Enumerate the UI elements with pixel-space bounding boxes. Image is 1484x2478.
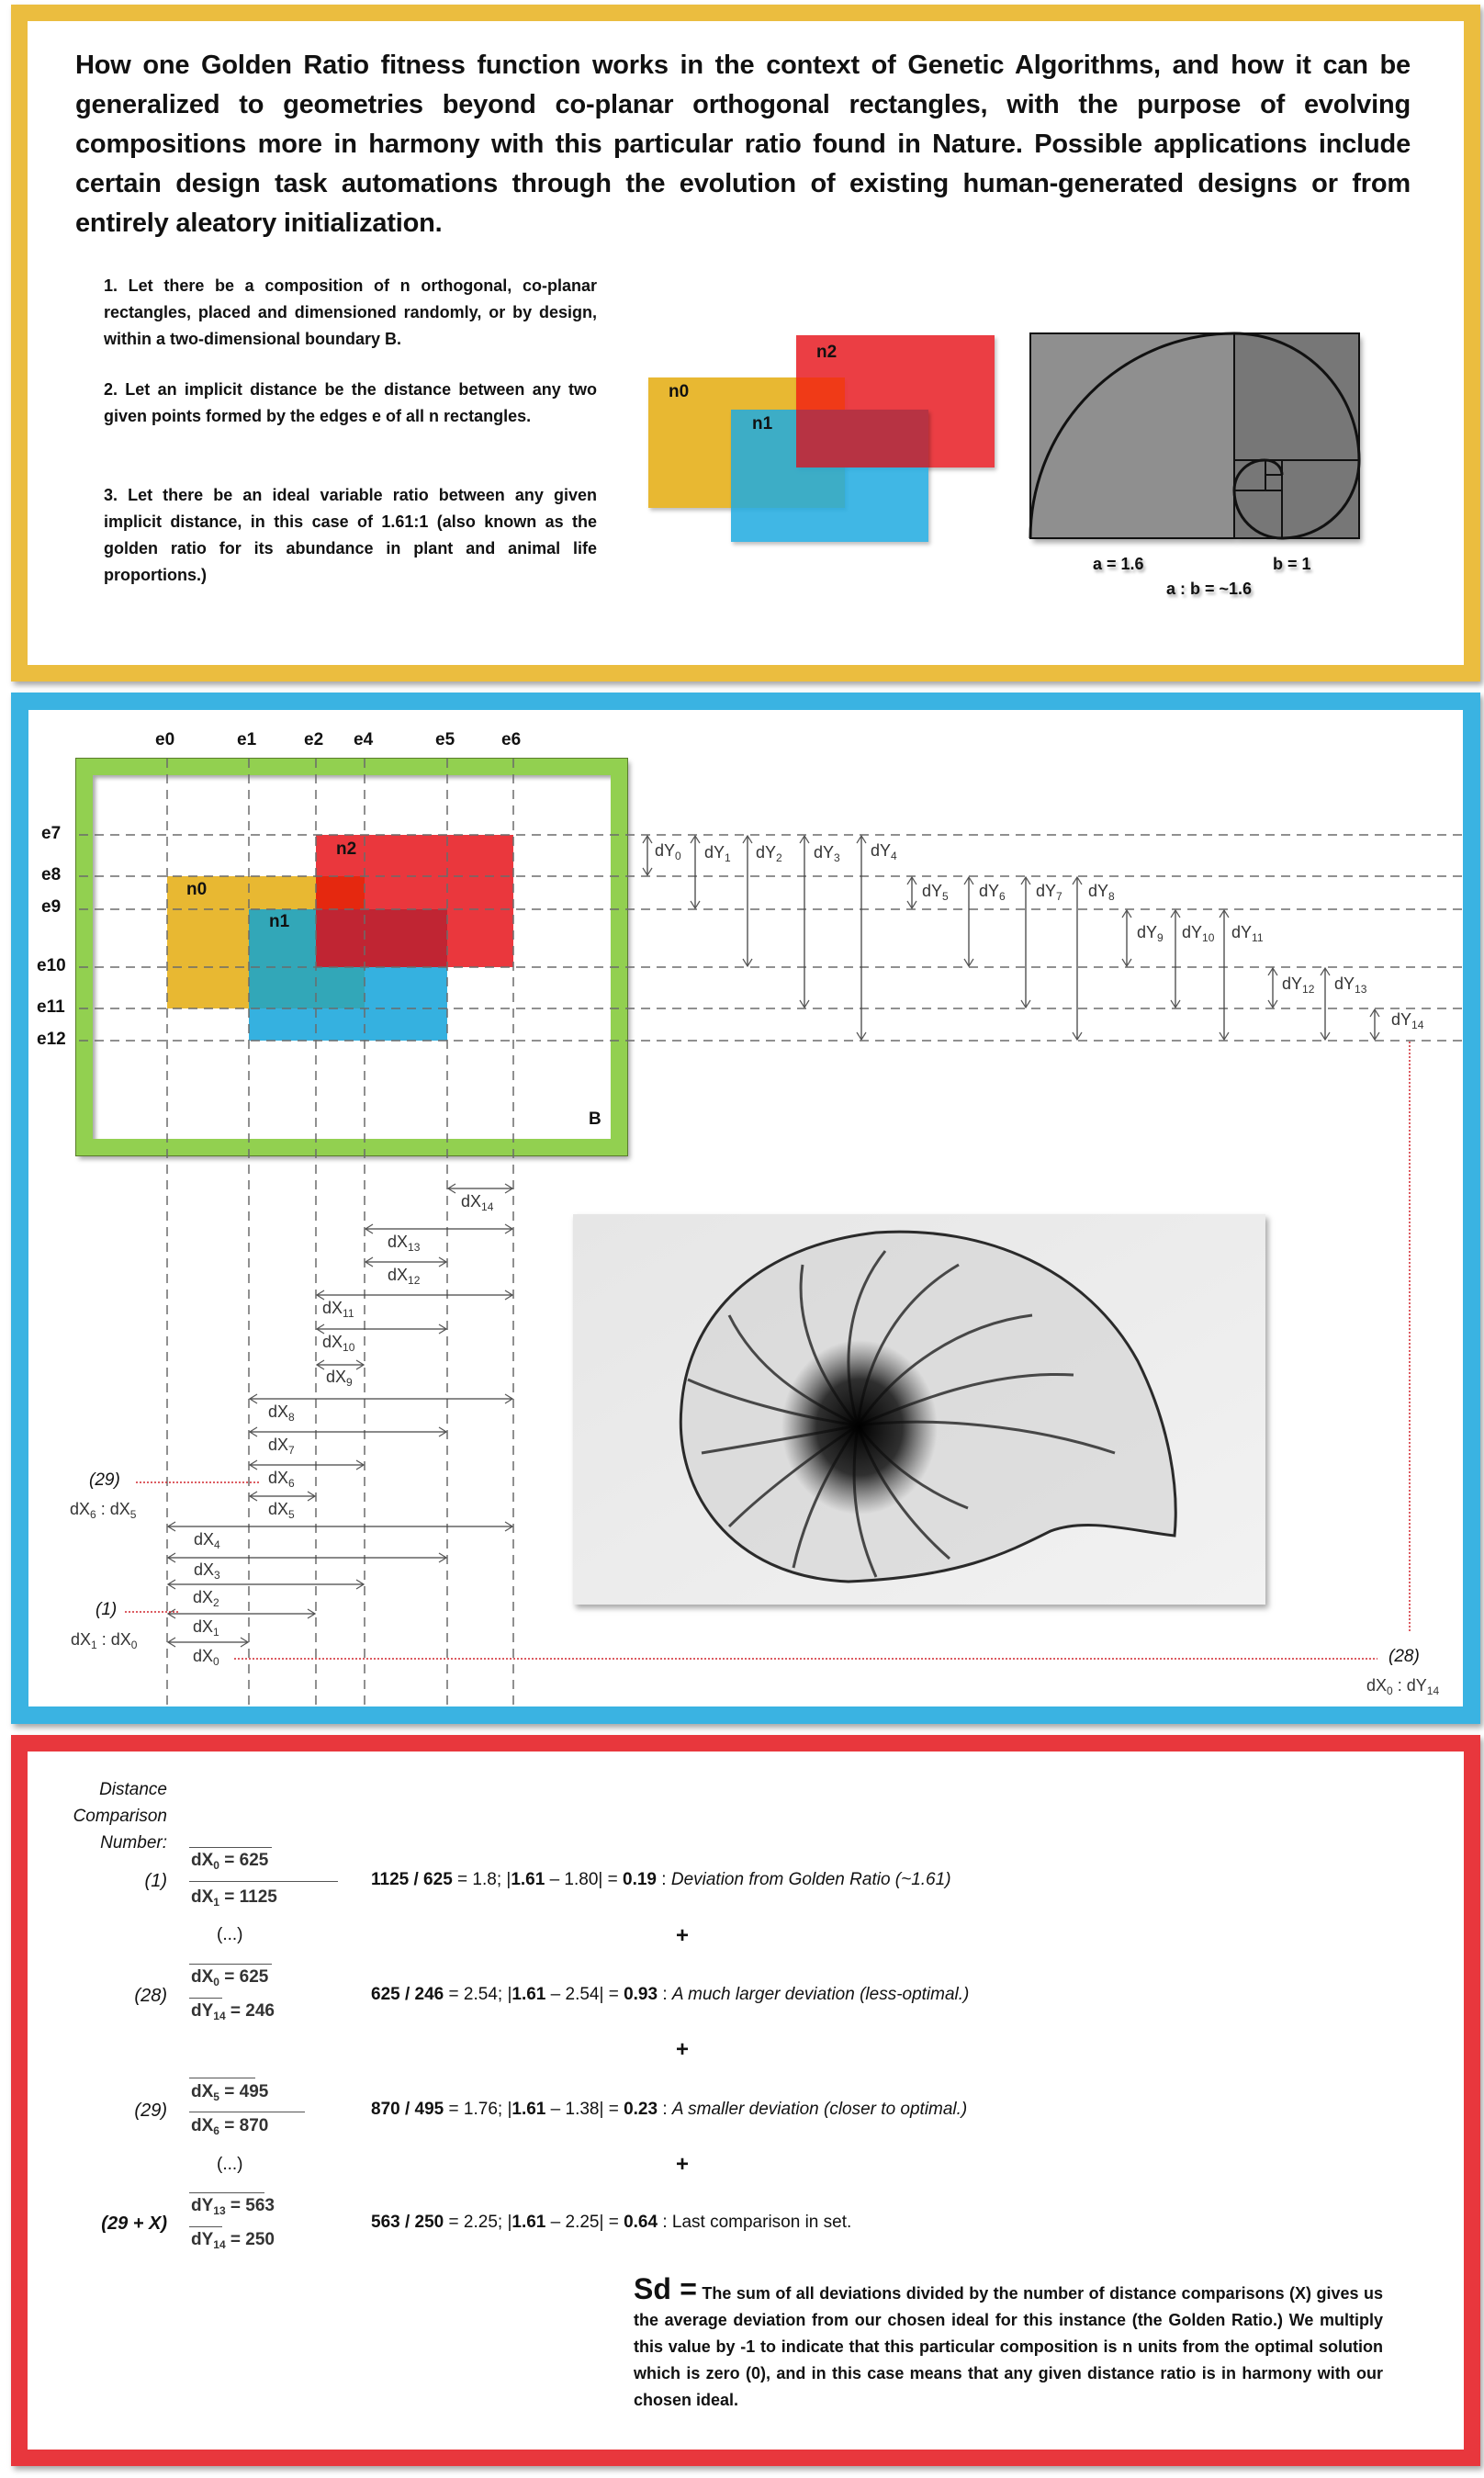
dX0-label: $dX_0$	[193, 1647, 219, 1668]
page-title: How one Golden Ratio fitness function works in the context of Genetic Algorithms, and how it can be generalized to geometries beyond co-planar orthogonal rectangles, with the purpose of evolving compositions more in harmony with this particular ratio found in Nature. Possible applications include certain design task automations through the evolution of existing human-generated designs or from entirely aleatory initialization.	[75, 51, 1411, 238]
dY9-label: $dY_9$	[1137, 923, 1164, 944]
dX8-label: $dX_8$	[268, 1402, 295, 1424]
ellipsis-1: (...)	[217, 1925, 243, 1944]
edge-label-e4: e4	[354, 730, 374, 749]
ref-1-number: (1)	[96, 1600, 118, 1619]
ref-1-ratio: $dX_1$ : $dX_0$	[71, 1630, 138, 1651]
fraction-line	[189, 1881, 338, 1882]
ref-28-number: (28)	[1388, 1647, 1420, 1666]
premise-3: 3. Let there be an ideal variable ratio between any given implicit distance, in this case of 1.61:1 (also known as the golden ratio for its abundance in plant and animal life proportions.)	[104, 486, 597, 584]
edge-label-e10: e10	[37, 956, 66, 975]
comparison-number-1: (1)	[144, 1871, 167, 1891]
comparison-header-line-3: Number:	[100, 1833, 167, 1853]
comparison-equation-1: 1125 / 625 = 1.8; |1.61 – 1.80| = 0.19 : Deviation from Golden Ratio (~1.61)	[371, 1870, 951, 1889]
comparison-equation-29: 870 / 495 = 1.76; |1.61 – 1.38| = 0.23 : A smaller deviation (closer to optimal.)	[371, 2100, 968, 2119]
dY6-label: $dY_6$	[979, 882, 1006, 903]
dY4-label: $dY_4$	[871, 841, 897, 862]
fraction-overline	[189, 1964, 272, 1965]
edge-label-e8: e8	[41, 865, 62, 884]
dX10-label: $dX_{10}$	[322, 1333, 355, 1354]
label-n0: n0	[186, 880, 208, 899]
comparison-number-29-plus-x: (29 + X)	[101, 2213, 167, 2234]
dY8-label: $dY_8$	[1088, 882, 1115, 903]
dX5-label: $dX_5$	[268, 1500, 295, 1521]
comparison-number-28: (28)	[134, 1986, 167, 2006]
label-n1: n1	[752, 414, 773, 434]
fraction-top: $dX_5 = 495$	[191, 2082, 269, 2103]
dY11-label: $dY_{11}$	[1231, 923, 1264, 944]
dX4-label: $dX_4$	[194, 1530, 220, 1551]
edge-label-e1: e1	[237, 730, 257, 749]
fraction-line	[189, 2226, 222, 2227]
comparison-equation-29-plus-x: 563 / 250 = 2.25; |1.61 – 2.25| = 0.64 : Last comparison in set.	[371, 2213, 852, 2232]
plus-sign-2: +	[676, 2037, 690, 2062]
sd-definition	[634, 2272, 1384, 2414]
dX9-label: $dX_9$	[326, 1368, 353, 1389]
fraction-line	[189, 1998, 222, 1999]
label-n1: n1	[269, 912, 290, 931]
ellipsis-2: (...)	[217, 2155, 243, 2174]
dX3-label: $dX_3$	[194, 1560, 220, 1582]
dX12-label: $dX_{12}$	[388, 1266, 421, 1287]
edge-label-e6: e6	[501, 730, 522, 749]
dX14-label: $dX_{14}$	[461, 1192, 494, 1213]
golden-b-label: b = 1	[1273, 555, 1311, 573]
dX13-label: $dX_{13}$	[388, 1233, 421, 1254]
dY5-label: $dY_5$	[922, 882, 949, 903]
dX11-label: $dX_{11}$	[322, 1299, 354, 1320]
plus-sign-1: +	[676, 1923, 690, 1948]
edge-label-e12: e12	[37, 1030, 66, 1049]
sd-text: The sum of all deviations divided by the number of distance comparisons (X) gives us the average deviation from our chosen ideal for this instance (the Golden Ratio.) We multiply this value by -1 to indicate that this particular composition is n units from the optimal solution which is zero (0), and in this case means that any given distance ratio is in harmony with our chosen ideal.	[634, 2284, 1384, 2409]
premise-2: 2. Let an implicit distance be the distance between any two given points formed by the edges e of all n rectangles.	[104, 380, 597, 425]
sd-key: Sd =	[634, 2272, 697, 2305]
edge-label-e7: e7	[41, 824, 62, 843]
comparison-equation-28: 625 / 246 = 2.54; |1.61 – 2.54| = 0.93 : A much larger deviation (less-optimal.)	[371, 1985, 970, 2004]
fraction-overline	[189, 2192, 264, 2193]
comparison-header-line-1: Distance	[99, 1780, 167, 1799]
fraction-bottom: $dY_{14} = 250$	[191, 2230, 275, 2251]
fraction-overline	[189, 1847, 272, 1848]
ref-28-ratio: $dX_0$ : $dY_{14}$	[1366, 1676, 1440, 1697]
ref-29-number: (29)	[89, 1470, 120, 1490]
ref-29-ratio: $dX_6$ : $dX_5$	[70, 1500, 137, 1521]
dX6-label: $dX_6$	[268, 1469, 295, 1490]
comparison-header	[11, 1776, 167, 1856]
label-n2: n2	[336, 839, 357, 859]
edge-label-e5: e5	[435, 730, 455, 749]
dX2-label: $dX_2$	[193, 1588, 219, 1609]
edge-label-e2: e2	[304, 730, 324, 749]
fraction-top: $dX_0 = 625$	[191, 1967, 269, 1988]
dY7-label: $dY_7$	[1036, 882, 1062, 903]
label-n0: n0	[669, 382, 690, 401]
boundary-label: B	[589, 1109, 601, 1129]
dY2-label: $dY_2$	[756, 843, 782, 864]
fraction-bottom: $dX_1 = 1125$	[191, 1887, 277, 1909]
golden-ratio-label: a : b = ~1.6	[1166, 580, 1253, 598]
comparison-header-line-2: Comparison	[73, 1807, 167, 1826]
fraction-bottom: $dX_6 = 870$	[191, 2116, 269, 2137]
dY10-label: $dY_{10}$	[1182, 923, 1215, 944]
dY14-label: $dY_{14}$	[1391, 1010, 1424, 1031]
golden-a-label: a = 1.6	[1093, 555, 1144, 573]
edge-label-e0: e0	[155, 730, 175, 749]
dY13-label: $dY_{13}$	[1334, 974, 1367, 996]
edge-label-e11: e11	[37, 997, 65, 1017]
dY12-label: $dY_{12}$	[1282, 974, 1315, 996]
dX1-label: $dX_1$	[193, 1617, 219, 1639]
premise-1: 1. Let there be a composition of n orthogonal, co-planar rectangles, placed and dimensioned randomly, or by design, within a two-dimensional boundary B.	[104, 276, 597, 348]
dX7-label: $dX_7$	[268, 1436, 295, 1457]
dY0-label: $dY_0$	[655, 841, 681, 862]
label-n2: n2	[816, 343, 838, 362]
edge-label-e9: e9	[41, 897, 62, 917]
dY1-label: $dY_1$	[704, 843, 731, 864]
plus-sign-3: +	[676, 2152, 690, 2177]
dY3-label: $dY_3$	[814, 843, 840, 864]
fraction-top: $dY_{13} = 563$	[191, 2196, 275, 2217]
comparison-number-29: (29)	[134, 2101, 167, 2121]
fraction-top: $dX_0 = 625$	[191, 1851, 269, 1872]
fraction-bottom: $dY_{14} = 246$	[191, 2001, 275, 2022]
